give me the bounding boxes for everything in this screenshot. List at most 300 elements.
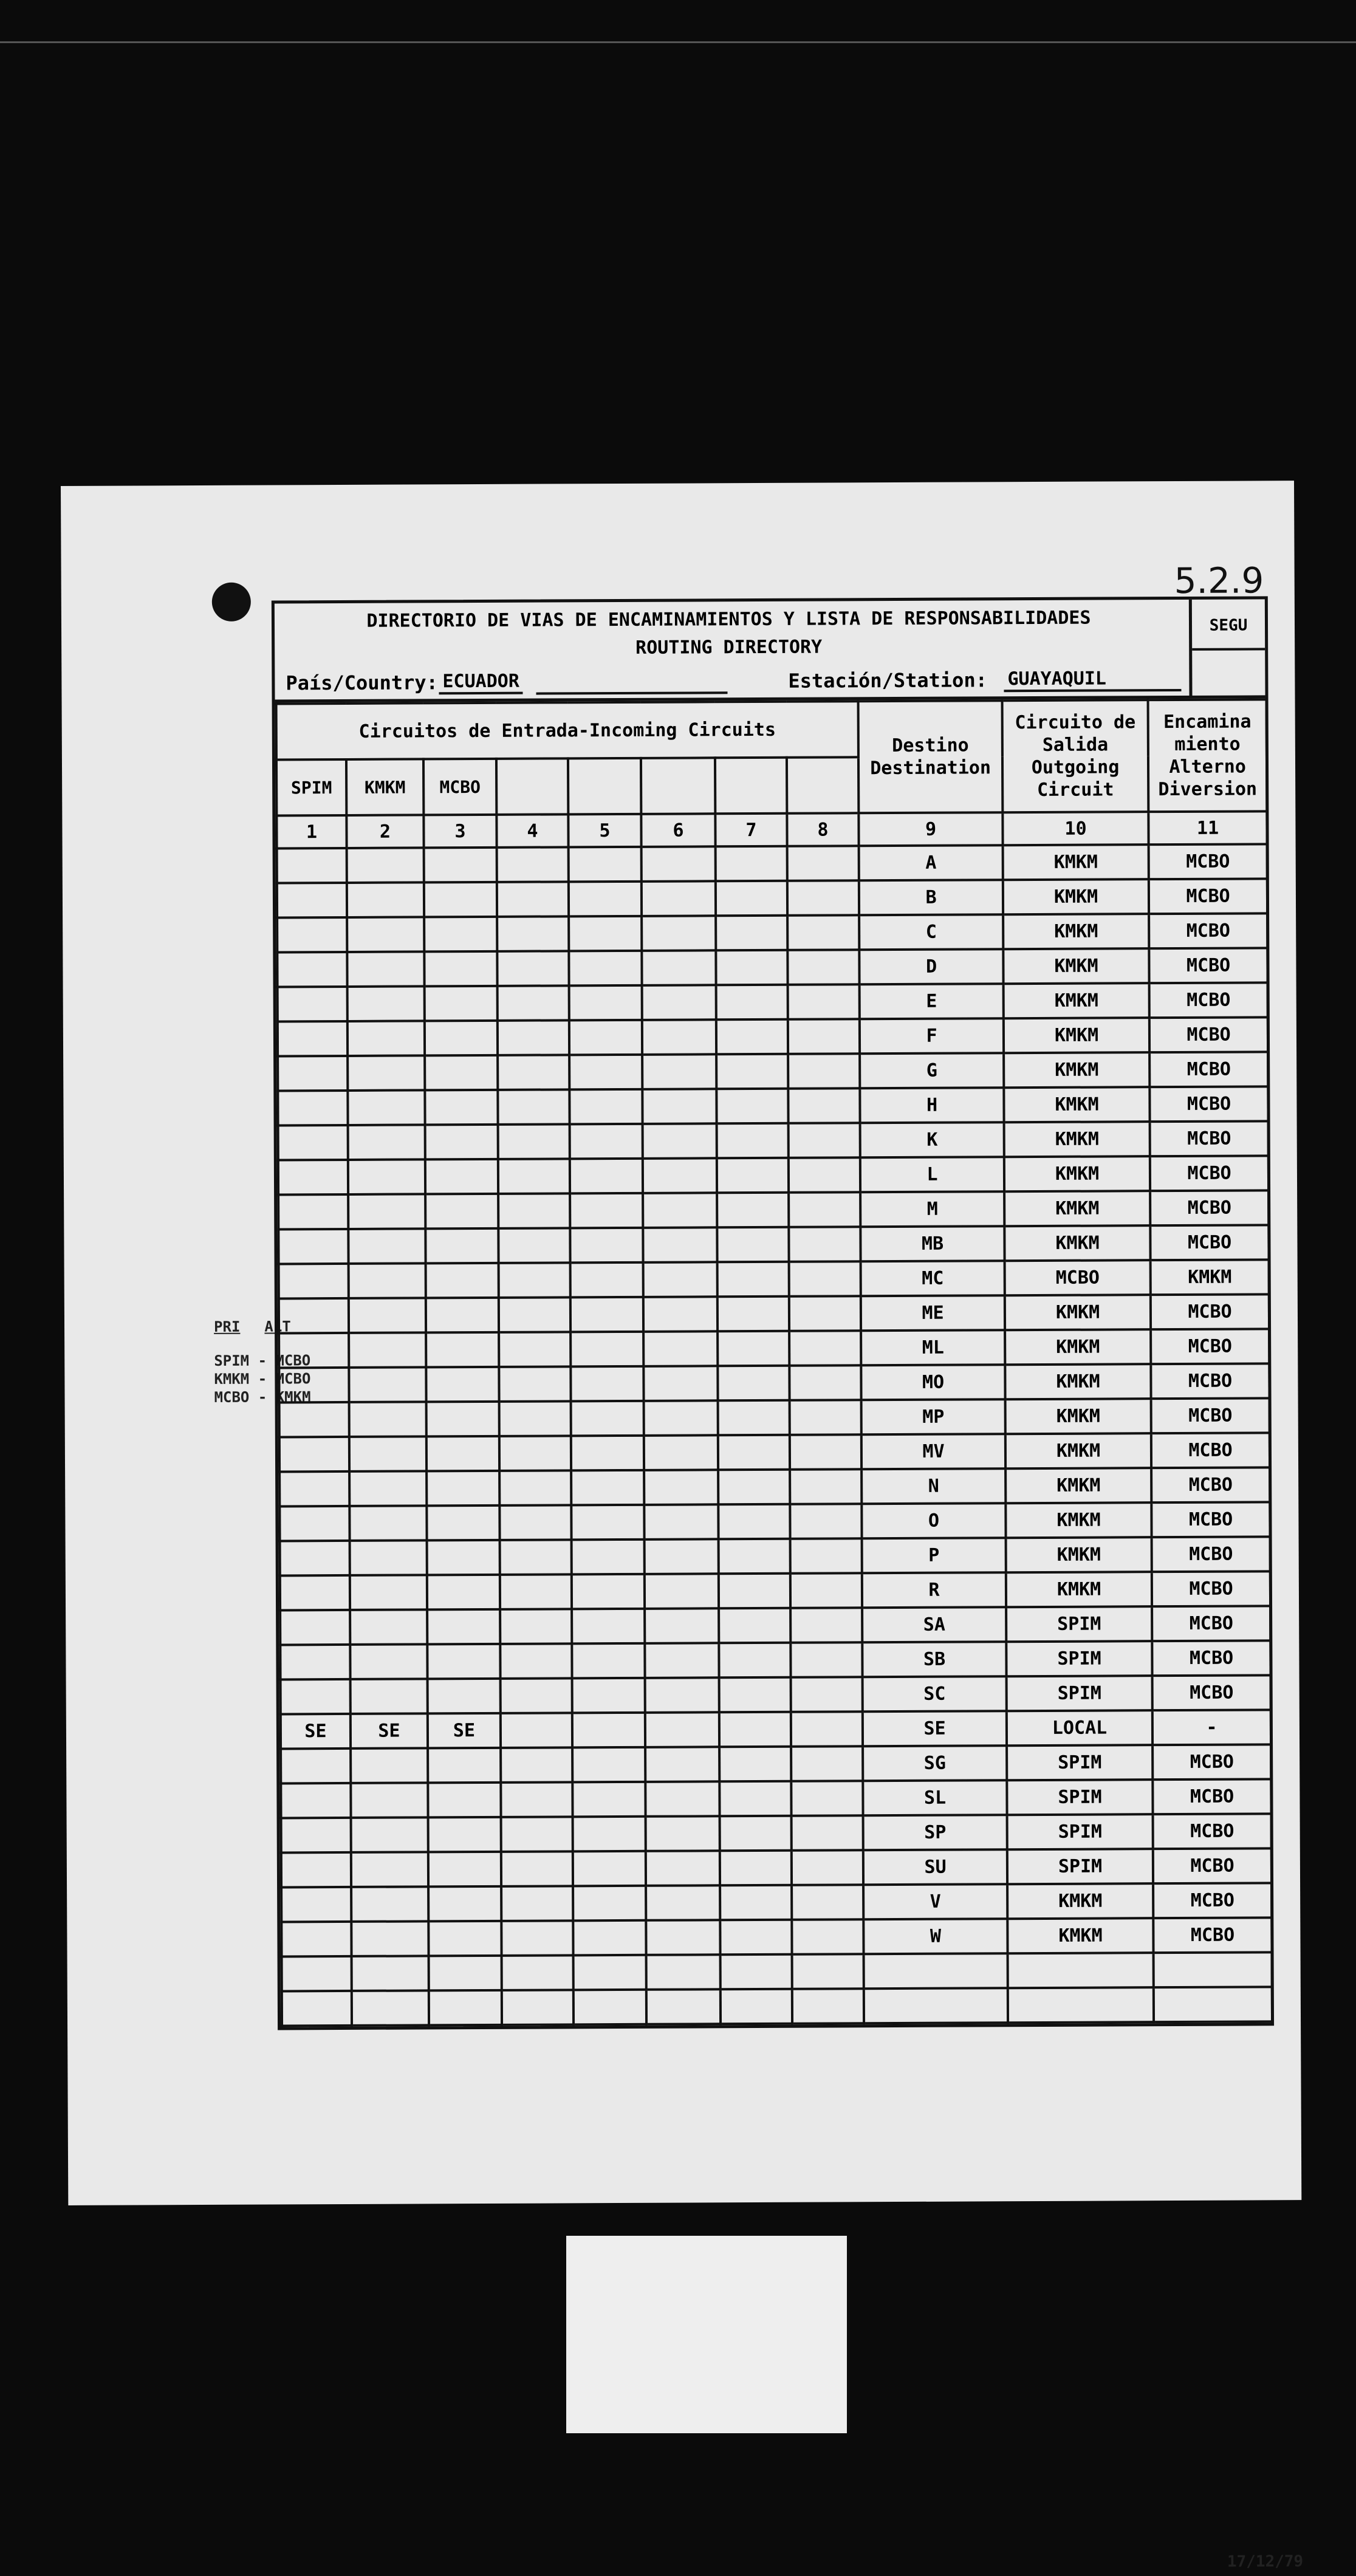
incoming-cell — [569, 916, 642, 951]
form-title-spanish: DIRECTORIO DE VIAS DE ENCAMINAMIENTOS Y LISTA DE RESPONSABILIDADES — [366, 607, 1091, 632]
incoming-cell — [427, 1540, 500, 1575]
alternate-cell: MCBO — [1149, 844, 1267, 879]
destination-cell: B — [859, 880, 1003, 915]
revision-date: 17/12/79 — [1227, 2552, 1304, 2571]
incoming-cell — [424, 848, 497, 883]
incoming-cell — [787, 846, 859, 881]
document-sheet — [61, 481, 1304, 2571]
incoming-cell — [425, 1055, 498, 1091]
incoming-cell — [646, 1989, 721, 2024]
incoming-cell — [716, 950, 787, 985]
incoming-cell — [642, 916, 716, 951]
outgoing-cell: KMKM — [1004, 1191, 1150, 1226]
incoming-cell — [351, 1886, 428, 1922]
destination-cell: V — [863, 1884, 1007, 1919]
alternate-cell — [1154, 1952, 1272, 1987]
incoming-cell — [717, 1227, 789, 1262]
incoming-cell — [279, 1471, 349, 1507]
incoming-cell — [570, 1124, 643, 1159]
incoming-cell — [348, 1159, 425, 1194]
incoming-cell — [502, 1990, 574, 2025]
incoming-cell — [279, 1402, 349, 1437]
incoming-cell — [716, 1089, 788, 1124]
incoming-cell — [282, 1956, 352, 1992]
alternate-cell: MCBO — [1153, 1848, 1272, 1883]
incoming-cell — [644, 1400, 718, 1436]
incoming-cell — [349, 1263, 426, 1298]
destination-cell: SG — [863, 1745, 1007, 1781]
incoming-cell — [789, 1123, 860, 1158]
destination-cell — [864, 1988, 1008, 2023]
incoming-cell — [498, 1228, 570, 1263]
incoming-code — [568, 758, 641, 815]
incoming-circuits-header: Circuitos de Entrada-Incoming Circuits — [276, 701, 858, 759]
incoming-cell — [790, 1608, 862, 1643]
outgoing-cell: KMKM — [1004, 1225, 1150, 1261]
note-line: MCBO - KMKM — [214, 1388, 311, 1406]
incoming-cell — [573, 1886, 646, 1921]
incoming-cell — [569, 1020, 642, 1055]
table-row — [279, 1329, 1269, 1368]
incoming-cell — [646, 1920, 720, 1955]
incoming-cell — [500, 1643, 572, 1679]
outgoing-cell: KMKM — [1005, 1468, 1151, 1503]
incoming-cell — [278, 1091, 348, 1126]
incoming-cell — [352, 1990, 429, 2026]
incoming-cell — [572, 1678, 645, 1713]
incoming-cell — [717, 1262, 789, 1297]
incoming-code: KMKM — [346, 759, 423, 815]
alternate-cell: MCBO — [1150, 1190, 1269, 1225]
destination-cell: N — [861, 1468, 1005, 1504]
incoming-cell — [721, 1954, 792, 1990]
incoming-cell — [425, 1159, 498, 1194]
table-row — [277, 913, 1267, 952]
incoming-cell — [720, 1920, 792, 1955]
incoming-cell — [569, 847, 642, 882]
incoming-cell — [347, 848, 424, 883]
incoming-cell — [717, 1297, 789, 1332]
incoming-cell — [500, 1609, 572, 1644]
column-number-row — [276, 811, 1267, 848]
destination-cell: ME — [861, 1295, 1005, 1331]
incoming-cell — [789, 1296, 861, 1331]
outgoing-cell: KMKM — [1005, 1329, 1151, 1365]
destination-cell: MO — [861, 1365, 1005, 1400]
alternate-cell: MCBO — [1151, 1329, 1269, 1364]
destination-cell: ML — [861, 1330, 1005, 1365]
incoming-cell — [571, 1505, 644, 1540]
incoming-cell — [351, 1783, 428, 1818]
table-row — [281, 1710, 1271, 1749]
incoming-cell — [788, 1019, 860, 1054]
incoming-cell — [788, 984, 860, 1019]
column-number: 3 — [423, 815, 496, 848]
incoming-cell — [499, 1470, 571, 1506]
outgoing-cell: SPIM — [1007, 1814, 1153, 1849]
incoming-cell — [790, 1538, 862, 1574]
incoming-cell — [348, 1021, 425, 1056]
incoming-cell — [348, 1194, 425, 1229]
incoming-code: MCBO — [423, 759, 496, 815]
incoming-cell — [278, 1229, 348, 1264]
destination-cell: H — [860, 1088, 1004, 1123]
incoming-cell — [279, 1298, 349, 1334]
destination-cell: P — [862, 1538, 1006, 1573]
incoming-cell — [426, 1332, 499, 1368]
outgoing-circuit-header: Circuito de Salida Outgoing Circuit — [1002, 700, 1149, 812]
incoming-cell — [278, 1021, 348, 1057]
incoming-cell — [280, 1645, 350, 1680]
incoming-cell — [570, 1228, 643, 1263]
incoming-cell — [500, 1540, 572, 1575]
incoming-cell — [501, 1678, 572, 1713]
incoming-cell — [716, 881, 787, 916]
incoming-cell — [425, 1090, 498, 1125]
country-underline — [536, 691, 727, 694]
incoming-cell — [279, 1368, 349, 1403]
incoming-cell — [281, 1887, 351, 1922]
country-label: País/Country: — [286, 671, 438, 695]
country-value: ECUADOR — [439, 671, 523, 695]
incoming-cell — [349, 1367, 426, 1402]
incoming-cell — [790, 1434, 861, 1470]
incoming-cell — [721, 1989, 792, 2024]
incoming-cell — [426, 1263, 499, 1298]
incoming-cell — [501, 1920, 573, 1956]
column-number: 6 — [641, 814, 715, 847]
incoming-cell — [642, 1089, 716, 1124]
incoming-cell — [643, 1262, 717, 1297]
destination-cell: SB — [862, 1642, 1006, 1677]
incoming-cell — [501, 1713, 572, 1748]
incoming-cell — [425, 1194, 498, 1229]
incoming-cell — [498, 1020, 569, 1055]
incoming-cell — [350, 1575, 427, 1610]
alternate-cell: MCBO — [1149, 913, 1267, 948]
alternate-cell: MCBO — [1153, 1917, 1272, 1953]
incoming-cell — [787, 950, 859, 985]
incoming-cell — [645, 1781, 719, 1817]
destination-cell: SL — [863, 1780, 1007, 1815]
table-row — [282, 1952, 1272, 1991]
incoming-cell — [497, 882, 569, 917]
incoming-cell — [281, 1852, 351, 1888]
incoming-cell — [573, 1817, 646, 1852]
alternate-cell: MCBO — [1151, 1294, 1269, 1329]
incoming-cell — [646, 1816, 720, 1851]
incoming-cell: SE — [428, 1713, 501, 1749]
incoming-cell — [791, 1677, 863, 1712]
table-row — [278, 1190, 1269, 1229]
alternate-cell: MCBO — [1150, 1225, 1269, 1260]
incoming-cell — [719, 1539, 790, 1574]
incoming-cell: SE — [351, 1713, 428, 1749]
incoming-cell — [644, 1504, 718, 1540]
alternate-cell: - — [1152, 1710, 1271, 1745]
alternate-cell: MCBO — [1149, 879, 1267, 914]
table-row — [279, 1502, 1270, 1541]
incoming-cell — [499, 1401, 571, 1436]
column-number: 11 — [1148, 811, 1267, 844]
incoming-cell — [279, 1506, 349, 1541]
outgoing-cell: KMKM — [1004, 983, 1149, 1018]
incoming-cell — [791, 1711, 863, 1747]
incoming-cell — [792, 1954, 864, 1989]
incoming-cell — [645, 1608, 719, 1643]
incoming-cell — [501, 1851, 573, 1886]
alternate-cell: MCBO — [1152, 1675, 1271, 1710]
outgoing-cell: KMKM — [1005, 1399, 1151, 1434]
destination-cell: C — [859, 914, 1003, 950]
incoming-cell — [424, 917, 497, 952]
alternate-cell — [1154, 1987, 1272, 2022]
incoming-cell — [349, 1402, 426, 1437]
incoming-cell — [787, 915, 859, 950]
incoming-cell — [574, 1955, 646, 1990]
table-row — [280, 1571, 1270, 1610]
incoming-cell — [279, 1333, 349, 1368]
incoming-cell — [792, 1989, 864, 2024]
table-row — [279, 1363, 1269, 1402]
incoming-cell — [790, 1400, 861, 1435]
incoming-cell — [642, 846, 716, 882]
incoming-cell — [501, 1817, 573, 1852]
outgoing-cell: LOCAL — [1007, 1710, 1152, 1745]
incoming-cell — [426, 1471, 499, 1506]
destination-cell: MC — [861, 1261, 1005, 1296]
station-label: Estación/Station: — [788, 668, 988, 693]
incoming-cell — [643, 1331, 717, 1366]
incoming-cell — [348, 986, 425, 1021]
incoming-cell — [352, 1956, 429, 1991]
destination-cell: M — [860, 1191, 1004, 1227]
destination-cell: SC — [863, 1676, 1007, 1711]
incoming-cell — [425, 1125, 498, 1160]
incoming-cell — [278, 987, 348, 1022]
column-number: 9 — [858, 812, 1002, 846]
alternate-cell: MCBO — [1149, 948, 1267, 983]
incoming-cell — [572, 1540, 645, 1575]
incoming-cell — [718, 1504, 790, 1540]
incoming-cell — [791, 1781, 863, 1816]
incoming-code — [715, 758, 787, 814]
incoming-cell — [789, 1331, 861, 1366]
incoming-cell — [349, 1436, 426, 1471]
incoming-cell — [428, 1886, 501, 1922]
incoming-cell — [719, 1608, 790, 1643]
column-number: 10 — [1002, 812, 1148, 845]
incoming-cell — [569, 985, 642, 1021]
destination-cell: R — [862, 1572, 1006, 1608]
incoming-cell — [642, 950, 716, 985]
incoming-cell — [571, 1470, 644, 1506]
destination-cell: MV — [861, 1434, 1005, 1469]
incoming-cell — [501, 1747, 572, 1783]
outgoing-cell: KMKM — [1004, 1052, 1149, 1088]
outgoing-cell: KMKM — [1005, 1295, 1151, 1330]
incoming-cell — [279, 1437, 349, 1472]
incoming-cell — [570, 1297, 643, 1332]
incoming-cell — [498, 1159, 570, 1194]
incoming-cell — [646, 1851, 720, 1886]
incoming-cell — [788, 1053, 860, 1089]
incoming-cell — [574, 1990, 646, 2025]
alternate-cell: MCBO — [1152, 1640, 1270, 1676]
incoming-cell — [350, 1540, 427, 1575]
incoming-cell — [717, 1366, 789, 1401]
destination-cell: MP — [861, 1399, 1005, 1434]
incoming-cell — [426, 1506, 499, 1541]
incoming-cell — [277, 848, 347, 883]
destination-cell: F — [860, 1018, 1004, 1053]
incoming-code — [641, 758, 715, 814]
outgoing-cell: KMKM — [1007, 1918, 1153, 1953]
incoming-cell — [349, 1332, 426, 1368]
incoming-cell — [281, 1783, 351, 1818]
incoming-cell — [351, 1679, 428, 1714]
table-row — [280, 1606, 1270, 1645]
incoming-cell — [646, 1885, 720, 1920]
incoming-cell — [642, 881, 716, 916]
incoming-cell — [717, 1158, 789, 1193]
alternate-cell: MCBO — [1153, 1883, 1272, 1918]
alternate-cell: MCBO — [1149, 1052, 1268, 1087]
form-header — [275, 599, 1265, 702]
alternate-cell: MCBO — [1152, 1536, 1270, 1572]
incoming-cell — [426, 1367, 499, 1402]
incoming-cell — [426, 1436, 499, 1471]
outgoing-cell: MCBO — [1005, 1260, 1151, 1295]
corner-box — [1189, 599, 1265, 697]
incoming-cell — [349, 1471, 426, 1506]
incoming-cell — [792, 1850, 863, 1885]
table-row — [280, 1536, 1270, 1575]
incoming-cell — [426, 1298, 499, 1333]
table-row — [278, 982, 1268, 1021]
outgoing-cell — [1008, 1987, 1154, 2023]
outgoing-cell: KMKM — [1003, 844, 1149, 880]
destination-cell: E — [860, 984, 1004, 1019]
destination-cell: SU — [863, 1849, 1007, 1885]
table-row — [278, 1086, 1268, 1125]
incoming-cell — [498, 1055, 569, 1090]
destination-cell: A — [859, 845, 1003, 880]
punch-hole — [212, 583, 251, 622]
table-row — [278, 1052, 1268, 1091]
note-line: KMKM - MCBO — [214, 1370, 311, 1388]
incoming-cell — [572, 1713, 645, 1748]
incoming-cell — [429, 1990, 502, 2026]
incoming-cell — [720, 1851, 792, 1886]
incoming-cell — [792, 1919, 863, 1954]
incoming-cell — [278, 1194, 348, 1230]
incoming-cell — [280, 1575, 350, 1611]
incoming-cell — [645, 1539, 719, 1574]
alternate-cell: MCBO — [1153, 1814, 1272, 1849]
table-row — [281, 1917, 1272, 1956]
incoming-cell — [428, 1679, 501, 1714]
incoming-cell — [426, 1402, 499, 1437]
incoming-cell — [572, 1609, 645, 1644]
destination-cell: SE — [863, 1711, 1007, 1746]
column-number: 5 — [568, 814, 641, 848]
table-row — [278, 1121, 1269, 1160]
table-row — [281, 1779, 1271, 1818]
incoming-cell — [351, 1817, 428, 1852]
outgoing-cell: KMKM — [1004, 1122, 1150, 1157]
incoming-cell — [572, 1747, 645, 1783]
incoming-cell — [569, 1089, 642, 1125]
alternate-cell: MCBO — [1152, 1606, 1270, 1641]
outgoing-cell: KMKM — [1005, 1364, 1151, 1399]
destination-cell: K — [860, 1122, 1004, 1157]
incoming-code: SPIM — [276, 759, 346, 816]
alternate-cell: KMKM — [1151, 1259, 1269, 1295]
destination-cell: W — [863, 1919, 1007, 1954]
incoming-cell — [789, 1365, 861, 1400]
incoming-cell — [571, 1401, 644, 1436]
column-number: 1 — [276, 815, 346, 849]
alternate-cell: MCBO — [1151, 1363, 1269, 1399]
incoming-cell — [719, 1677, 791, 1713]
note-header-pri: PRI — [213, 1318, 241, 1335]
alternate-cell: MCBO — [1150, 1156, 1269, 1191]
alternate-cell: MCBO — [1151, 1433, 1270, 1468]
alternate-cell: MCBO — [1152, 1744, 1271, 1780]
incoming-cell — [427, 1644, 500, 1679]
incoming-cell — [569, 951, 642, 986]
incoming-cell — [277, 883, 347, 918]
incoming-cell — [497, 847, 569, 882]
incoming-cell — [570, 1159, 643, 1194]
alternate-cell: MCBO — [1151, 1398, 1270, 1433]
incoming-cell — [642, 985, 716, 1020]
column-number: 8 — [787, 813, 858, 846]
incoming-cell — [790, 1469, 861, 1504]
outgoing-cell: KMKM — [1005, 1433, 1151, 1468]
alternate-cell: MCBO — [1149, 1086, 1268, 1122]
incoming-cell — [498, 1089, 569, 1125]
incoming-cell — [499, 1297, 570, 1332]
incoming-cell — [719, 1643, 790, 1678]
incoming-cell — [347, 951, 424, 987]
outgoing-cell: SPIM — [1006, 1606, 1152, 1642]
incoming-cell — [427, 1575, 500, 1610]
incoming-cell — [500, 1574, 572, 1609]
outgoing-cell: SPIM — [1007, 1676, 1152, 1711]
incoming-code — [787, 757, 858, 814]
incoming-cell — [280, 1541, 350, 1576]
incoming-cell — [716, 1054, 788, 1089]
outgoing-cell: SPIM — [1007, 1780, 1152, 1815]
incoming-cell — [787, 880, 859, 916]
incoming-cell — [718, 1435, 790, 1470]
incoming-cell — [720, 1816, 792, 1851]
incoming-cell — [789, 1227, 860, 1262]
table-row — [278, 1225, 1269, 1264]
incoming-cell — [569, 1055, 642, 1090]
table-row — [281, 1883, 1272, 1922]
table-row — [279, 1294, 1269, 1333]
incoming-cell — [643, 1193, 717, 1228]
incoming-cell — [645, 1747, 719, 1782]
incoming-cell — [716, 985, 788, 1020]
outgoing-cell — [1008, 1953, 1154, 1988]
incoming-cell — [425, 1228, 498, 1264]
incoming-cell — [720, 1885, 792, 1920]
outgoing-cell: KMKM — [1003, 879, 1149, 914]
